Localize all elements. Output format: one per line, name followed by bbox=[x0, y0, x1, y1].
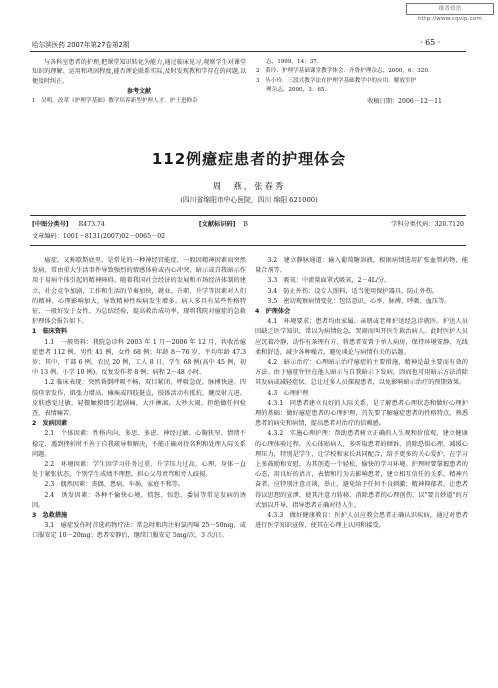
body-paragraph: 4.3 心理护理 bbox=[267, 389, 309, 397]
reference-2: 2 黄玲．护理学基础课堂教学体会．齐鲁护理杂志，2000，6：320. bbox=[256, 68, 430, 75]
body-paragraph: 2.4 诱发因素：各种不愉快心境、愤怒、惊恐、委屈等常是发病的诱因。 bbox=[32, 491, 246, 509]
body-paragraph: 2.1 个体因素：性格内向、多思、多虑、神经过敏、心胸狭窄、情绪不稳定，遇到挫折时不善于自我疏导和解决，不能正确对待名利和处理人际关系问题。 bbox=[32, 430, 246, 458]
body-paragraph: 2.2 环境因素：学生因学习任务过重、升学压力过高，心理、身体一直处于紧张状态。个别学生成绩不理想，担心父母责骂和旁人歧视。 bbox=[32, 461, 246, 479]
article-title: 112例癔症患者的护理体会 bbox=[151, 150, 347, 168]
top-right-block bbox=[256, 58, 468, 106]
body-paragraph: 1.1 一般资料：我院急诊科 2003 年 1 月～2006 年 12 月，共收治癔症患者 112 例。男性 41 例，女性 68 例；年龄 8～76 岁，平均年龄 47.3 岁；其中，干部 6 例，农民 20 例，工人 8 日，学生 68 例(高中 45 例，初中 13 例，小学 10 例)，反复发作者 8 例；病程 2～48 小时。 bbox=[32, 338, 246, 377]
body-paragraph: 4.1 环境要求：患者均由家属、亲朋或老师护送经急诊就医。护送人员因缺乏医学知识，常以为病情危急，哭闹而叫开医生救治病人。此时医护人员应沉着冷静，动作有条理有方。将患者安置于单人病房，保持环境安静、光线柔和舒适，减少各种噪音，避免谈论与病情有关的话题。 bbox=[255, 318, 468, 356]
right-column bbox=[255, 256, 468, 531]
body-paragraph: 4.2 暗示治疗：心理暗示治疗癔症的主要措施，精神是最主要而有效的方法。由于癔症往往在他人暗示与自我暗示下发病，因而也可用暗示方法消除其发病或减轻症状。总让过多人员探视患者，以免影响暗示治疗的预期效果。 bbox=[255, 359, 468, 387]
header-rule bbox=[30, 51, 466, 52]
doc-code-value: B bbox=[243, 221, 248, 228]
doc-code-label: [文献标识码] bbox=[198, 221, 236, 228]
body-paragraph: 3.2 建立静脉通道：输入葡萄糖溶液，根据病情选用扩张血管药物，能量合剂等。 bbox=[255, 257, 468, 275]
discipline-code: 学科分类代码：320.7120 bbox=[391, 221, 464, 228]
journal-header: 哈尔滨医药 2007年第27卷第2期 bbox=[32, 41, 130, 49]
received-date: 收稿日期：2006－12－11 bbox=[367, 97, 442, 105]
meta-rule-top bbox=[30, 215, 466, 216]
reference-1-continued: 志，1999，14：37. bbox=[266, 59, 319, 65]
body-paragraph: 1.2 临床表现：突然昏倒呼吸不畅，双目紧闭，呼吸急促，脉搏快速。四肢痉挛发作，肌张力增高，瘫痪或四肢挺直，肢体活动有抵抗，腱反射亢进。皮肤感觉过敏，轻微触摸即引起剧痛，大汗淋漓，大吵大闹，拒绝做任何检查，表情痛苦。 bbox=[32, 379, 246, 418]
clc-value: R473.74 bbox=[78, 221, 105, 228]
body-paragraph: 4.3.1 同患者建立良好的人际关系，是了解患者心理状态和做好心理护理的基础：做好癔症患者的心理护理，首先要了解癔症患者的性格特点，熟悉患者的病史和病情，提高患者对治疗的信赖感。 bbox=[255, 399, 468, 428]
clc-label: [中图分类号] bbox=[32, 221, 69, 228]
left-column bbox=[32, 256, 246, 542]
reference-3-continued: 理杂志，2000，3：65. bbox=[266, 87, 327, 94]
body-paragraph: 4.3.3 做好健康教育：医护人员应教会患者正确认识疾病，通过对患者进行医学知识宣传，使其在心理上认同和接受， bbox=[255, 512, 468, 530]
body-paragraph: 癔症，又称歇斯底里，是常见的一种神经官能症，一般因精神因素而突然发病，常由重大生活事件导致强烈的情感体验或内心冲突，暗示或自我暗示作用于易病个体引起的精神障碍。随着我国社会经济的发展和市场经济体制的建立，社会竞争加剧，工作和生活的节奏加快，就业、升职、升学等因素对人们的精神、心理影响加大，导致精神性疾病发生增多。病人多具有某些性格特征，一般好发于女性。为总结经验，提高救治成功率，现将我院对癔症的急救护理体会报告如下。 bbox=[32, 257, 246, 326]
top-left-block bbox=[32, 58, 246, 106]
reference-1: 1 吴明．改革《护理学基础》教学培养新型护理人才．护士进修杂 bbox=[32, 97, 198, 104]
reference-3: 3 丛小玲．三段式教学法在护理学基础教学中的应用．解放军护 bbox=[256, 77, 417, 84]
article-id: 文章编码：1001－8131(2007)02－0065－02 bbox=[32, 233, 166, 240]
section-heading: 3 急救措施 bbox=[32, 512, 68, 520]
body-paragraph: 3.5 密切观察病情变化：包括意识、心率、脉搏、呼吸、血压等。 bbox=[267, 297, 451, 305]
watermark: 维普资讯 http://www.cqvip.com bbox=[406, 3, 494, 15]
article-affiliation: (四川省绵阳市中心医院，四川 绵阳 621000) bbox=[180, 196, 318, 204]
section-heading: 1 临床资料 bbox=[32, 328, 68, 336]
section-heading: 4 护理体会 bbox=[255, 308, 291, 316]
body-paragraph: 4.3.2 实施心理护理：帮助患者树立正确的人生观和价值观，建立健康的心理体验过程。关心体贴病人，多听取患者的倾诉，消除恐惧心理，减缓心理压力，特别是学生，让学校和家长共同配合，给予更多的关心爱护，在学习上多鼓励和安慰，为其创造一个轻松、愉快的学习环境。护理时要掌握患者的心态，用良好的语言，表情和行为去影响患者，建立相互信任的关系。精神兴奋者，应特别注意言谈，举止，避免给予任何不良刺激；精神抑郁者，让患者得以思想的宣泄，使其注意力转移，消除患者的心理创伤，以"要言妙道"的方式加以开导，指导患者正确对待人生。 bbox=[255, 430, 468, 509]
references-title: 参考文献 bbox=[126, 88, 151, 96]
meta-rule-bottom bbox=[30, 245, 466, 246]
page-number: · 65 · bbox=[420, 38, 441, 47]
body-paragraph: 3.4 防止外伤：设专人照料，适当使用保护器具，防止外伤。 bbox=[267, 287, 439, 295]
body-paragraph: 3.1 癔症发作时首选药物疗法：常急时肌肉注射氯丙嗪 25－50mg，或口服安定 10－20mg；患者安静后，继续口服安定 5mg/次，3 次/日。 bbox=[32, 522, 246, 540]
body-paragraph: 3.3 吸氧：中流量面罩式吸氧，2－4L/分。 bbox=[267, 277, 391, 285]
closing-paragraph: 与各科室患者的护理,把课堂知识转化为能力,通过临床见习,观察学生对课堂知识的理解、运用和巩固程度,能否理论联系实际,及时发现教和学存在的问题,以便及时纠正。 bbox=[32, 59, 246, 85]
classification-row bbox=[32, 219, 464, 230]
body-paragraph: 2.3 偶然因素：丧偶、患病、车祸、家庭不和等。 bbox=[44, 481, 185, 489]
article-authors: 周 燕，张春秀 bbox=[212, 181, 286, 191]
section-heading: 2 发病因素 bbox=[32, 420, 68, 428]
